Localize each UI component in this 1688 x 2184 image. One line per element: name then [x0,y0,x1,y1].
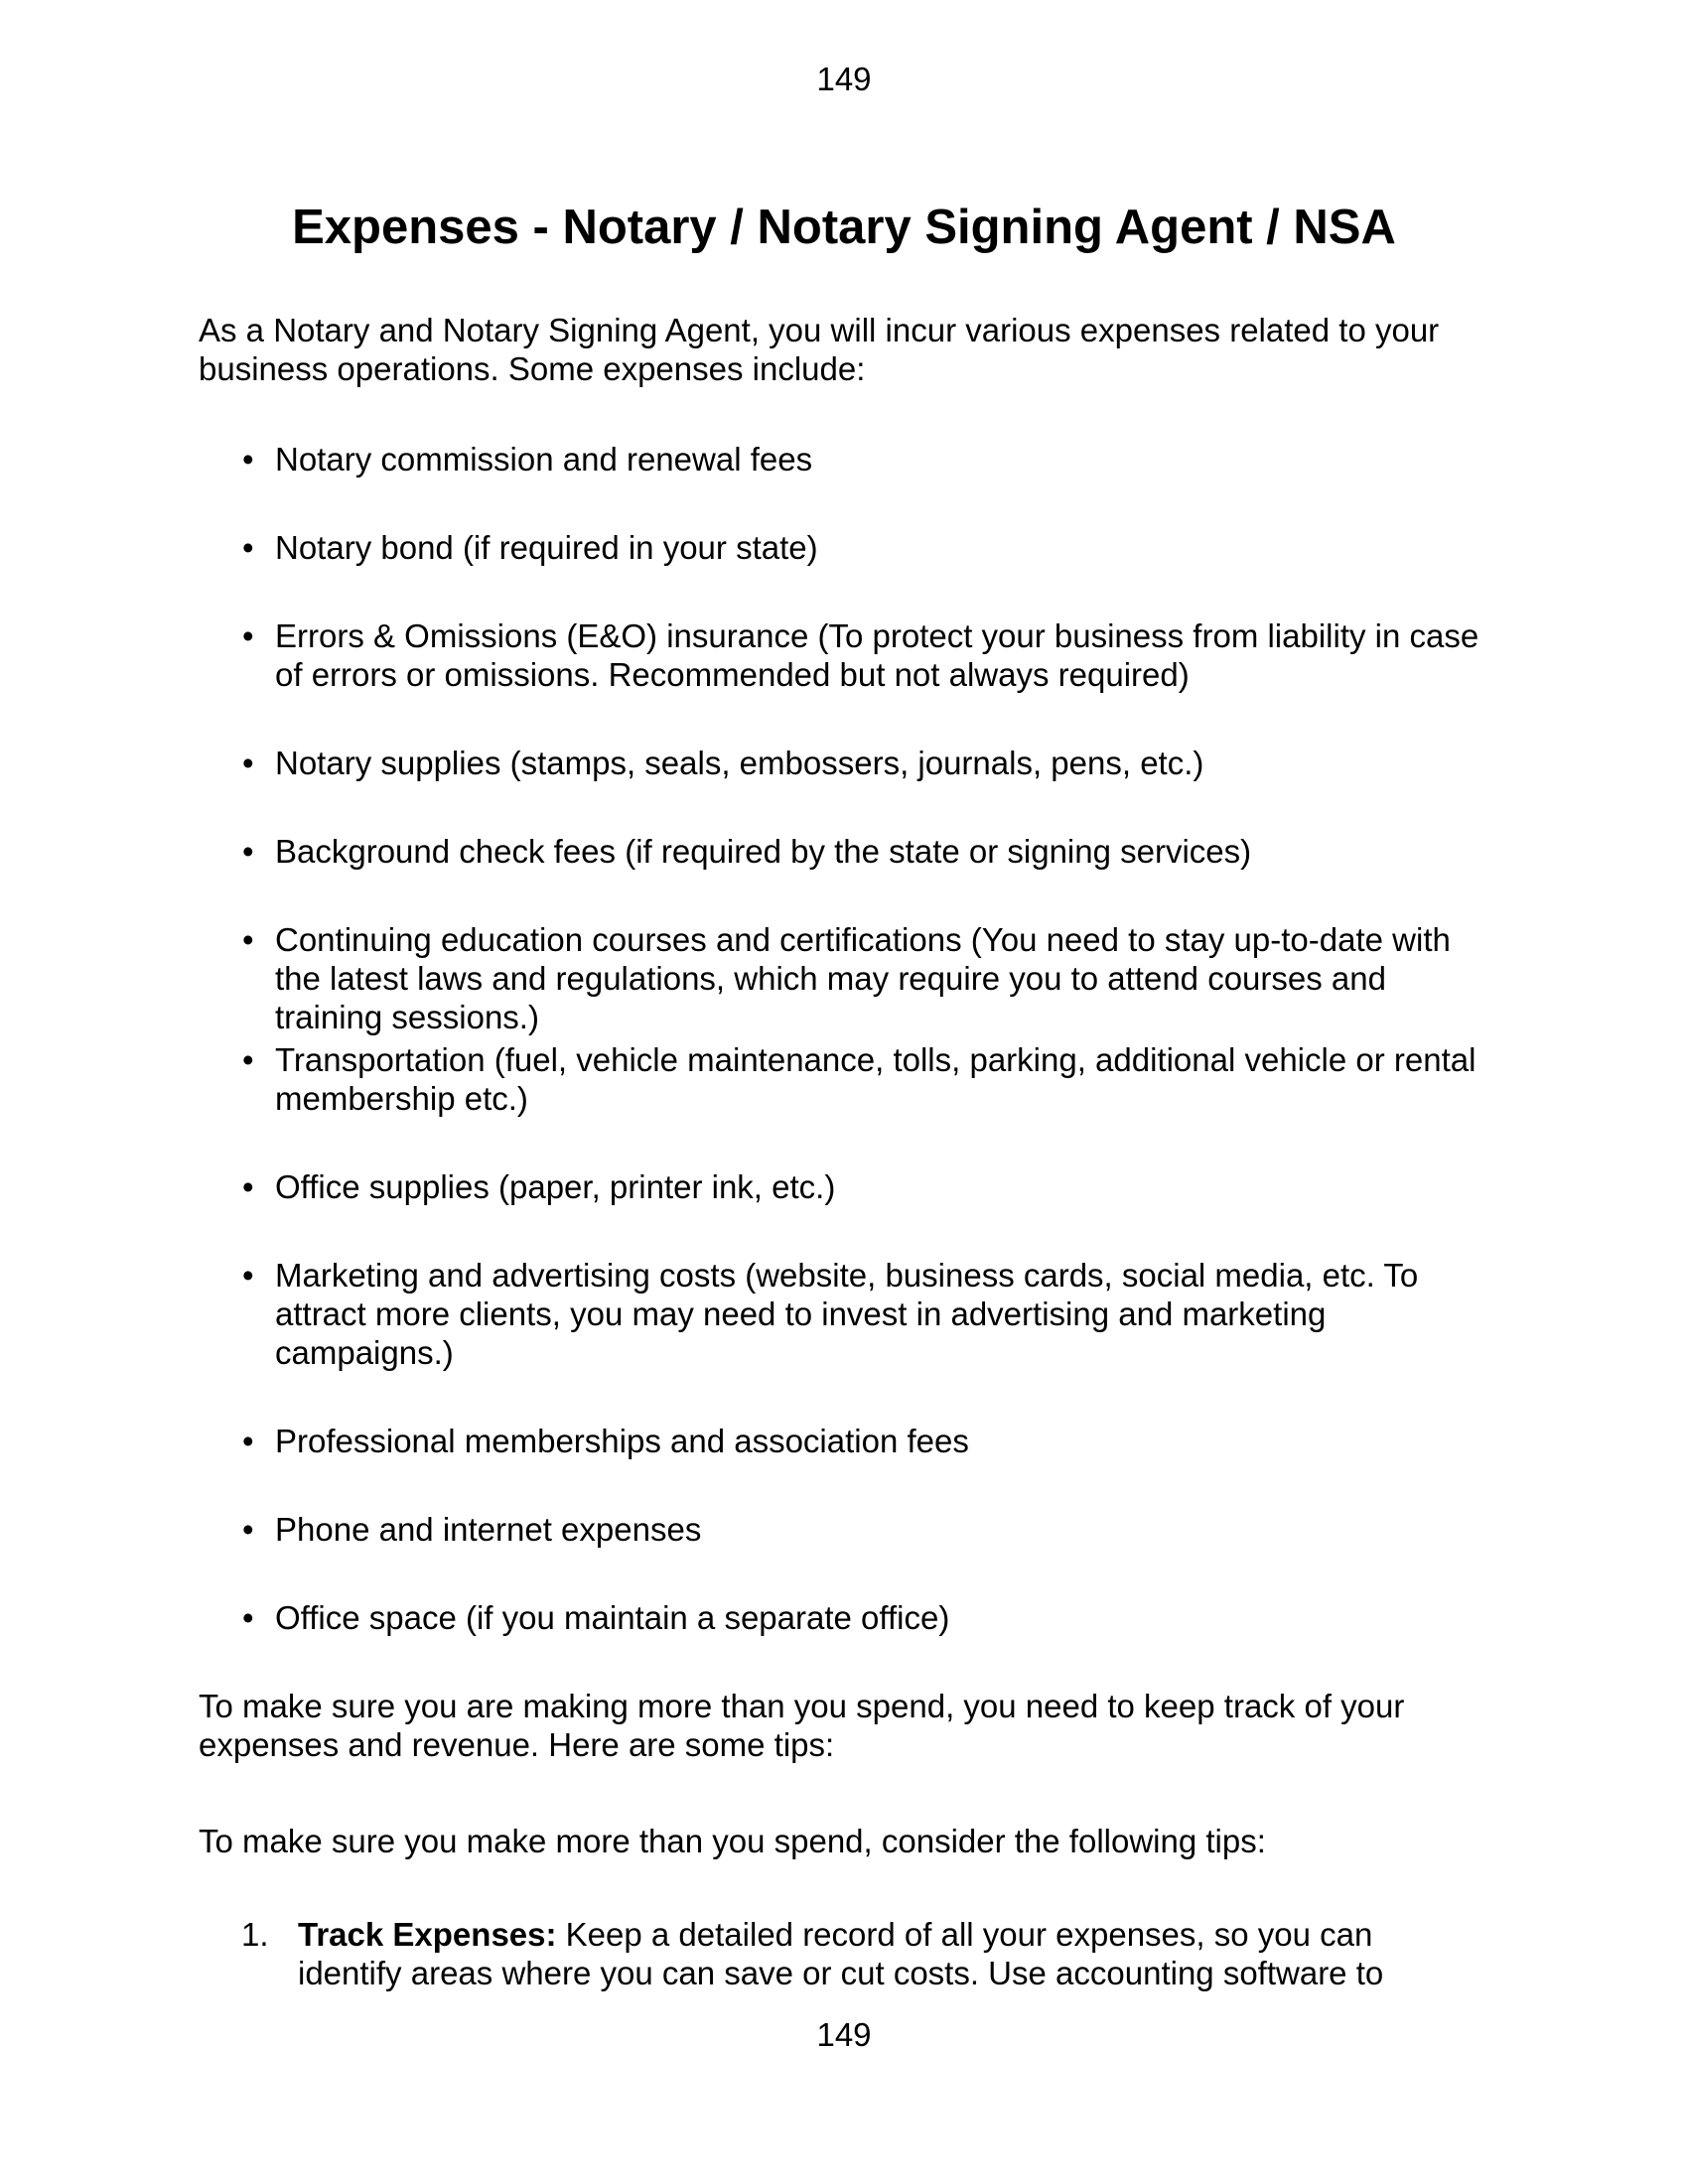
expense-item: • Professional memberships and association fees [240,1422,1489,1460]
expense-item: • Notary supplies (stamps, seals, embossers, journals, pens, etc.) [240,744,1489,782]
expense-item: • Transportation (fuel, vehicle maintenance, tolls, parking, additional vehicle or rental membership etc.) [240,1040,1489,1118]
expense-item: • Marketing and advertising costs (website, business cards, social media, etc. To attract more clients, you may need to invest in advertising and marketing campaigns.) [240,1256,1489,1372]
expense-item: • Continuing education courses and certifications (You need to stay up-to-date with the latest laws and regulations, which may require you to attend courses and training sessions.) [240,920,1489,1036]
tip-text: Keep a detailed record of all your expenses, so you can identify areas where you can save or cut costs. Use accounting software to [298,1916,1384,1991]
expense-item: • Phone and internet expenses [240,1510,1489,1549]
tips-intro-paragraph: To make sure you make more than you spend, consider the following tips: [199,1823,1266,1859]
expense-item: • Errors & Omissions (E&O) insurance (To protect your business from liability in case of errors or omissions. Recommended but not always required) [240,616,1489,694]
intro-paragraph: As a Notary and Notary Signing Agent, you will incur various expenses related to your business operations. Some expenses include: [199,312,1440,387]
page-content [199,311,1489,1992]
tip-number: 1. [241,1916,269,1953]
expense-item: • Background check fees (if required by the state or signing services) [240,832,1489,871]
tip-item [241,1915,1450,1992]
expense-item: • Office space (if you maintain a separate office) [240,1598,1489,1637]
page-title: Expenses - Notary / Notary Signing Agent / NSA [292,201,1396,254]
tip-label: Track Expenses: [298,1916,557,1953]
expense-item: • Notary bond (if required in your state) [240,528,1489,567]
header-page-number: 149 [816,61,872,97]
expense-item: • Office supplies (paper, printer ink, etc.) [240,1167,1489,1206]
expense-item: • Notary commission and renewal fees [240,440,1489,478]
tracking-paragraph: To make sure you are making more than you spend, you need to keep track of your expenses and revenue. Here are some tips: [199,1688,1405,1763]
expense-list [199,440,1489,1637]
footer-page-number: 149 [816,2016,872,2053]
tips-list [199,1915,1489,1992]
